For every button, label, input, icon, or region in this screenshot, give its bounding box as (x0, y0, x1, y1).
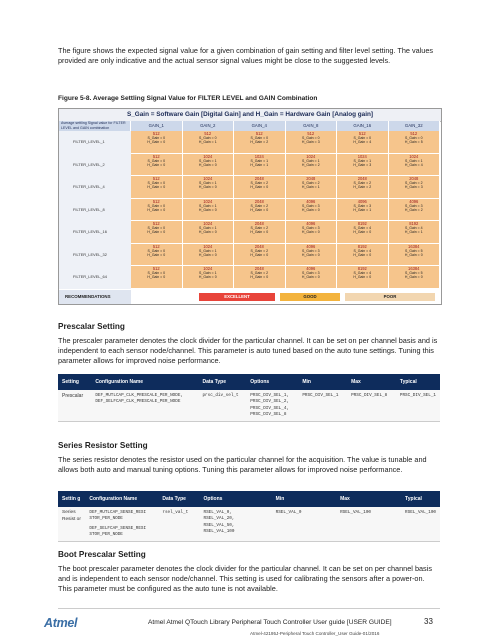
signal-cell (286, 176, 338, 199)
min-cell: RSEL_VAL_0 (272, 507, 336, 542)
config-line: DEF_MUTLCAP_CLK_PRESCALE_PER_NODE, (95, 393, 183, 398)
gain-setting-text: S_Gain = 1 (250, 158, 269, 163)
signal-cell (337, 176, 389, 199)
figure-banner: S_Gain = Software Gain [Digital Gain] and H_Gain = Hardware Gain [Analog gain] (59, 109, 441, 122)
signal-cell (131, 176, 183, 199)
signal-cell (234, 154, 286, 177)
signal-value: 4096 (306, 243, 316, 249)
signal-cell (234, 221, 286, 244)
intro-paragraph: The figure shows the expected signal value for a given combination of gain setting and filter level setting. The values provided are only indicative and the actual sensor signal values might be close to the suggested levels. (58, 46, 434, 66)
signal-value: 4096 (306, 266, 316, 271)
col-min: Min (298, 374, 347, 390)
gain-setting-text: S_Gain = 2 (250, 271, 269, 275)
table-header-row (58, 491, 440, 507)
recommendations-label: RECOMMENDATIONS (59, 290, 131, 304)
gain-setting-text: S_Gain = 2 (404, 181, 423, 185)
excellent-legend: EXCELLENT (199, 293, 275, 301)
signal-value: 8192 (357, 221, 367, 226)
config-line: DEF_MUTLCAP_SENSE_RESI (89, 510, 147, 515)
col-setting: Settin g (58, 491, 85, 507)
signal-value: 512 (152, 243, 160, 249)
signal-value: 1024 (203, 266, 213, 271)
config-line: STOR_PER_NODE (89, 516, 123, 522)
col-max: Max (347, 374, 396, 390)
signal-value: 4096 (357, 198, 367, 204)
signal-cell (337, 266, 389, 289)
filter-level-label: FILTER_LEVEL_8 (59, 199, 131, 222)
signal-value: 2048 (254, 266, 264, 271)
filter-level-label: FILTER_LEVEL_1 (59, 131, 131, 154)
signal-value: 512 (152, 153, 160, 159)
datatype-cell: prsc_div_sel_t (198, 390, 246, 422)
gain-setting-text: S_Gain = 3 (353, 203, 372, 208)
gain-setting-text: H_Gain = 0 (250, 185, 269, 190)
signal-cell (131, 221, 183, 244)
signal-value: 512 (152, 221, 160, 226)
gain-setting-text: S_Gain = 3 (301, 203, 320, 208)
series-table (58, 491, 440, 542)
signal-value: 1024 (203, 243, 213, 249)
gain-setting-text: H_Gain = 0 (353, 275, 372, 280)
max-cell: PRSC_DIV_SEL_8 (347, 390, 396, 422)
signal-value: 512 (410, 131, 418, 136)
filter-level-label: FILTER_LEVEL_2 (59, 154, 131, 177)
gain-setting-text: H_Gain = 0 (250, 252, 269, 257)
signal-value: 4096 (306, 198, 316, 204)
gain-setting-text: S_Gain = 1 (198, 181, 217, 185)
signal-cell (234, 266, 286, 289)
signal-cell (389, 176, 441, 199)
option-line: PRSC_DIV_SEL_1, (250, 393, 289, 398)
document-number: Atmel-42195J-Peripheral Touch Controller_User Guide-01/2016 (250, 631, 380, 636)
gain-setting-text: H_Gain = 2 (250, 140, 269, 145)
table-row (58, 507, 440, 542)
gain-setting-text: H_Gain = 0 (301, 252, 320, 257)
gain-setting-text: H_Gain = 1 (301, 185, 320, 190)
gain-setting-text: S_Gain = 2 (250, 226, 269, 230)
gain-setting-text: H_Gain = 0 (301, 207, 320, 212)
gain-setting-text: H_Gain = 0 (147, 140, 166, 145)
signal-value: 512 (152, 176, 160, 181)
signal-value: 16384 (408, 266, 420, 271)
signal-cell (183, 131, 235, 154)
signal-value: 2048 (254, 243, 264, 249)
gain-setting-text: H_Gain = 0 (404, 252, 423, 257)
gain-setting-text: S_Gain = 0 (147, 271, 166, 275)
poor-legend: POOR (345, 293, 435, 301)
signal-cell (337, 131, 389, 154)
signal-cell (183, 199, 235, 222)
config-cell (91, 390, 198, 422)
signal-value: 512 (152, 266, 160, 271)
typical-cell: RSEL_VAL_100 (401, 507, 440, 542)
option-line: PRSC_DIV_SEL_2, (250, 399, 289, 405)
gain-setting-text: H_Gain = 2 (301, 162, 320, 167)
min-cell: PRSC_DIV_SEL_1 (298, 390, 347, 422)
gain-setting-text: H_Gain = 0 (404, 275, 423, 280)
gain-setting-text: H_Gain = 0 (198, 252, 217, 257)
signal-value: 512 (152, 131, 160, 136)
gain-setting-text: S_Gain = 2 (250, 203, 269, 208)
signal-cell (131, 131, 183, 154)
gain-setting-text: H_Gain = 0 (147, 207, 166, 212)
gain-setting-text: H_Gain = 0 (198, 275, 217, 280)
gain-setting-text: S_Gain = 1 (198, 226, 217, 230)
signal-cell (389, 221, 441, 244)
col-max: Max (336, 491, 401, 507)
boot-heading: Boot Prescalar Setting (58, 550, 146, 559)
options-cell (200, 507, 272, 542)
gain-setting-text: H_Gain = 5 (404, 140, 423, 145)
col-setting: Setting (58, 374, 91, 390)
col-typical: Typical (401, 491, 440, 507)
options-cell (246, 390, 298, 422)
config-cell (85, 507, 158, 542)
signal-cell (183, 154, 235, 177)
signal-value: 1024 (203, 176, 213, 181)
signal-cell (286, 154, 338, 177)
gain-setting-text: S_Gain = 3 (301, 271, 320, 275)
gain-setting-text: S_Gain = 1 (198, 158, 217, 163)
typical-cell: PRSC_DIV_SEL_1 (396, 390, 440, 422)
gain-setting-text: S_Gain = 1 (404, 158, 423, 163)
signal-cell (286, 131, 338, 154)
prescaler-heading: Prescalar Setting (58, 322, 125, 331)
signal-cell (389, 199, 441, 222)
gain-column-header: GAIN_8 (286, 121, 338, 131)
gain-setting-text: S_Gain = 3 (301, 248, 320, 253)
signal-value: 512 (204, 131, 212, 136)
signal-value: 4096 (409, 198, 419, 204)
signal-cell (286, 266, 338, 289)
gain-setting-text: H_Gain = 1 (353, 207, 372, 212)
gain-setting-text: H_Gain = 0 (147, 252, 166, 257)
gain-setting-text: H_Gain = 0 (198, 230, 217, 235)
col-min: Min (272, 491, 336, 507)
signal-cell (286, 199, 338, 222)
signal-value: 1024 (203, 198, 213, 204)
gain-column-header: GAIN_1 (131, 121, 183, 131)
gain-setting-text: S_Gain = 0 (301, 136, 320, 140)
footer-divider (58, 608, 440, 609)
table-row (58, 390, 440, 422)
signal-cell (286, 221, 338, 244)
gain-setting-text: H_Gain = 0 (147, 230, 166, 235)
signal-cell (183, 266, 235, 289)
gain-setting-text: S_Gain = 1 (198, 271, 217, 275)
prescaler-paragraph: The prescaler parameter denotes the clock divider for the particular channel. It can be set on per channel basis and is independent to each sensor node/channel. This parameter is auto tuned based on the auto tune settings. Tuning this parameter allows for improved noise performance. (58, 336, 438, 366)
gain-setting-text: H_Gain = 2 (404, 207, 423, 212)
gain-setting-text: S_Gain = 0 (147, 136, 166, 140)
signal-value: 16384 (408, 243, 420, 249)
gain-filter-figure (58, 108, 442, 305)
signal-cell (337, 244, 389, 267)
signal-value: 1024 (254, 153, 264, 159)
max-cell: RSEL_VAL_100 (336, 507, 401, 542)
signal-cell (389, 131, 441, 154)
gain-setting-text: H_Gain = 4 (353, 140, 372, 145)
setting-cell: Series Resist or (58, 507, 85, 542)
gain-setting-text: S_Gain = 2 (301, 181, 320, 185)
gain-setting-text: S_Gain = 0 (147, 248, 166, 253)
signal-value: 2048 (254, 198, 264, 204)
gain-setting-text: S_Gain = 3 (404, 203, 423, 208)
gain-setting-text: S_Gain = 5 (404, 271, 423, 275)
gain-setting-text: S_Gain = 4 (353, 271, 372, 275)
gain-setting-text: S_Gain = 2 (353, 181, 372, 185)
signal-value: 512 (307, 131, 315, 136)
signal-value: 1024 (409, 153, 419, 159)
signal-cell (337, 154, 389, 177)
gain-setting-text: H_Gain = 0 (250, 230, 269, 235)
signal-value: 2048 (357, 176, 367, 181)
col-config: Configuration Name (91, 374, 198, 390)
gain-setting-text: H_Gain = 0 (250, 275, 269, 280)
option-line: PRSC_DIV_SEL_8 (250, 411, 287, 417)
series-paragraph: The series resistor denotes the resistor used on the particular channel for the acquisition. The value is tunable and allows both auto and manual tuning options. Tuning this parameter allows for improved noise performance. (58, 455, 427, 475)
gain-setting-text: S_Gain = 1 (301, 158, 320, 163)
signal-value: 4096 (306, 221, 316, 226)
gain-setting-text: H_Gain = 0 (353, 252, 372, 257)
gain-setting-text: H_Gain = 0 (301, 230, 320, 235)
signal-value: 1024 (306, 153, 316, 159)
config-line: STOR_PER_NODE (89, 531, 123, 537)
option-line: PRSC_DIV_SEL_4, (250, 405, 289, 411)
gain-setting-text: H_Gain = 0 (250, 207, 269, 212)
signal-cell (234, 199, 286, 222)
gain-setting-text: H_Gain = 3 (353, 162, 372, 167)
col-datatype: Data Type (158, 491, 199, 507)
gain-setting-text: S_Gain = 0 (147, 226, 166, 230)
gain-setting-text: S_Gain = 0 (147, 203, 166, 208)
gain-setting-text: H_Gain = 1 (404, 230, 423, 235)
gain-setting-text: S_Gain = 0 (250, 136, 269, 140)
recommendations-row (59, 290, 441, 304)
config-line: DEF_SELFCAP_CLK_PRESCALE_PER_NODE (95, 399, 181, 405)
signal-cell (183, 221, 235, 244)
signal-cell (234, 131, 286, 154)
signal-value: 1024 (357, 153, 367, 159)
figure-caption: Figure 5-8. Average Settling Signal Value for FILTER LEVEL and GAIN Combination (58, 95, 318, 102)
option-line: RSEL_VAL_20, (203, 516, 235, 522)
gain-setting-text: S_Gain = 0 (198, 136, 217, 140)
signal-cell (183, 176, 235, 199)
gain-setting-text: S_Gain = 0 (147, 181, 166, 185)
signal-cell (131, 199, 183, 222)
gain-setting-text: H_Gain = 0 (147, 275, 166, 280)
gain-setting-text: S_Gain = 5 (404, 248, 423, 253)
gain-setting-text: S_Gain = 0 (404, 136, 423, 140)
gain-setting-text: S_Gain = 0 (147, 158, 166, 163)
signal-cell (183, 244, 235, 267)
gain-setting-text: S_Gain = 3 (301, 226, 320, 230)
signal-cell (131, 244, 183, 267)
atmel-logo: Atmel (44, 616, 78, 630)
signal-cell (131, 266, 183, 289)
config-line: DEF_SELFCAP_SENSE_RESI (89, 525, 147, 531)
gain-setting-text: H_Gain = 3 (301, 140, 320, 145)
gain-setting-text: H_Gain = 0 (198, 207, 217, 212)
gain-column-header: GAIN_2 (183, 121, 235, 131)
gain-column-header: GAIN_32 (389, 121, 441, 131)
gain-setting-text: S_Gain = 4 (353, 226, 372, 230)
gain-setting-text: H_Gain = 0 (301, 275, 320, 280)
gain-setting-text: S_Gain = 1 (198, 203, 217, 208)
signal-value: 8192 (409, 221, 419, 226)
signal-value: 512 (152, 198, 160, 204)
signal-cell (337, 221, 389, 244)
filter-level-label: FILTER_LEVEL_64 (59, 266, 131, 289)
option-line: RSEL_VAL_50, (203, 522, 235, 528)
gain-setting-text: S_Gain = 4 (404, 226, 423, 230)
signal-cell (286, 244, 338, 267)
footer-title: Atmel Atmel QTouch Library Peripheral Touch Controller User guide [USER GUIDE] (148, 619, 392, 626)
prescaler-table (58, 374, 440, 422)
signal-value: 512 (358, 131, 366, 136)
signal-value: 2048 (306, 176, 316, 181)
gain-setting-text: H_Gain = 4 (404, 162, 423, 167)
gain-column-header: GAIN_16 (337, 121, 389, 131)
signal-cell (131, 154, 183, 177)
gain-setting-text: H_Gain = 2 (353, 185, 372, 190)
gain-setting-text: S_Gain = 2 (250, 248, 269, 253)
signal-value: 8192 (357, 243, 367, 249)
gain-setting-text: H_Gain = 1 (198, 140, 217, 145)
col-config: Configuration Name (85, 491, 158, 507)
gain-setting-text: S_Gain = 1 (198, 248, 217, 253)
figure-corner-label: Average settling Signal value for FILTER LEVEL and GAIN combination (59, 121, 131, 131)
page-number: 33 (424, 617, 433, 626)
signal-value: 2048 (409, 176, 419, 181)
gain-setting-text: S_Gain = 4 (353, 248, 372, 253)
gain-setting-text: H_Gain = 3 (404, 185, 423, 190)
option-line: RSEL_VAL_100 (203, 528, 235, 534)
gain-setting-text: S_Gain = 1 (353, 158, 372, 163)
col-options: Options (246, 374, 298, 390)
signal-cell (234, 176, 286, 199)
signal-value: 1024 (203, 221, 213, 226)
setting-cell: Prescalar (58, 390, 91, 422)
signal-cell (389, 154, 441, 177)
col-datatype: Data Type (198, 374, 246, 390)
gain-setting-text: H_Gain = 0 (198, 162, 217, 167)
col-typical: Typical (396, 374, 440, 390)
signal-value: 2048 (254, 221, 264, 226)
signal-cell (389, 244, 441, 267)
filter-level-label: FILTER_LEVEL_32 (59, 244, 131, 267)
filter-level-label: FILTER_LEVEL_4 (59, 176, 131, 199)
series-heading: Series Resistor Setting (58, 441, 148, 450)
signal-value: 1024 (203, 153, 213, 159)
filter-level-label: FILTER_LEVEL_16 (59, 221, 131, 244)
signal-value: 8192 (357, 266, 367, 271)
signal-value: 2048 (254, 176, 264, 181)
gain-setting-text: H_Gain = 0 (147, 162, 166, 167)
table-header-row (58, 374, 440, 390)
gain-setting-text: S_Gain = 0 (353, 136, 372, 140)
signal-cell (389, 266, 441, 289)
gain-setting-text: S_Gain = 2 (250, 181, 269, 185)
gain-setting-text: H_Gain = 1 (250, 162, 269, 167)
col-options: Options (200, 491, 272, 507)
signal-value: 512 (255, 131, 263, 136)
signal-cell (337, 199, 389, 222)
boot-paragraph: The boot prescaler parameter denotes the clock divider for the particular channel. It can be set on per channel basis and is independent to each sensor node/channel. This setting is used for calibrating the sensors after a power-on. This parameter must be configured as the auto tune is not available. (58, 564, 432, 594)
datatype-cell: rsel_val_t (158, 507, 199, 542)
signal-cell (234, 244, 286, 267)
gain-column-header: GAIN_4 (234, 121, 286, 131)
gain-setting-text: H_Gain = 0 (353, 230, 372, 235)
gain-setting-text: H_Gain = 0 (198, 185, 217, 190)
option-line: RSEL_VAL_0, (203, 510, 232, 515)
good-legend: GOOD (280, 293, 340, 301)
gain-setting-text: H_Gain = 0 (147, 185, 166, 190)
